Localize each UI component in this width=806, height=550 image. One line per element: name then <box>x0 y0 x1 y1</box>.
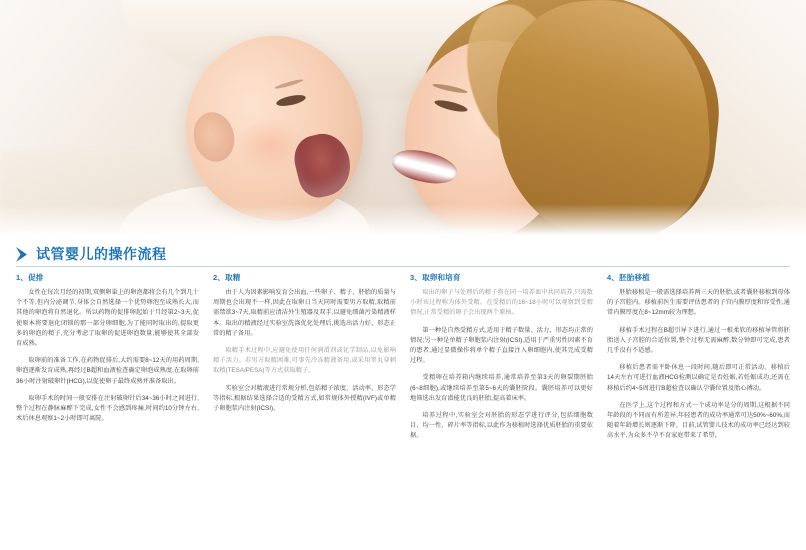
section-title-text: 试管婴儿的操作流程 <box>36 246 167 262</box>
paragraph: 实验室会对精液进行常规分析,包括精子浓度、活动率、形态学等指标,根据结果选择合适的受精方式,如常规体外授精(IVF)或单精子卵胞浆内注射(ICSI)。 <box>213 384 396 413</box>
section-heading <box>16 244 167 264</box>
paragraph: 取精手术过程中,应避免使用任何润滑剂或化学制品,以免影响精子活力。若男方取精困难,可事先冷冻精液备用,或采用睾丸穿刺取精(TESA/PESA)等方式获取精子。 <box>213 347 396 375</box>
column-promote-ovulation <box>16 272 199 449</box>
paragraph: 第一种是自然受精方式,适用于精子数量、活力、形态均正常的情况;另一种是单精子卵胞浆内注射(ICSI),适用于严重男性因素不育的患者,通过显微操作将单个精子直接注入卵细胞内,使其完成受精过程。 <box>410 326 593 365</box>
paragraph: 移植后患者需平卧休息一段时间,随后即可正常活动。移植后14天左右可进行血液HCG检测以确定是否妊娠,若妊娠成功,还需在移植后约4~5周进行B超检查以确认孕囊位置及胎心搏动。 <box>607 364 790 392</box>
column-egg-retrieval-culture <box>410 272 593 449</box>
hero-bottom-fade <box>0 204 806 238</box>
paragraph: 受精卵在培养箱内继续培养,通常培养至第3天的卵裂期胚胎(6~8细胞),或继续培养至第5~6天的囊胚阶段。囊胚培养可以更好地筛选出发育潜能优良的胚胎,提高着床率。 <box>410 374 593 402</box>
chevron-right-icon <box>16 247 29 262</box>
paragraph: 由于人为因素影响发育会出血,一些卵子、精子、胚胎的质量与周期也会出现不一样,因此在取卵日当天同时需要男方取精,取精前需禁欲3~7天,取精前应清洁外生殖器及双手,以避免细菌污染精液样本。取出的精液经过实验室洗涤优化处理后,挑选出活力好、形态正常的精子备用。 <box>213 289 396 337</box>
paragraph: 在医学上,这个过程和方式一个成功率是分的周期,这根据不同年龄段的不同而有所差异,年轻患者的成功率通常可达50%~60%,而随着年龄增长则逐渐下降。目前,试管婴儿技术的成功率已经达到较高水平,为众多不孕不育家庭带来了希望。 <box>607 401 790 440</box>
paragraph: 取出的卵子与处理后的精子将在同一培养皿中共同培养,只需数小时该过程称为体外受精。在受精后的16~18小时可以观察到受精情况,正常受精的卵子会出现两个原核。 <box>410 289 593 317</box>
title-divider <box>16 266 790 267</box>
column-heading: 4、胚胎移植 <box>607 273 650 282</box>
paragraph: 女性在每次月经的初期,双侧卵巢上的卵泡都将会有几个到几十个不等,但内分泌调节,身体会自然选择一个优势卵泡至成熟长大,而其他的卵泡将自然退化。所以药物的促排卵起始于月经第2~3天,促使原本将要退化闭锁的那一部分卵细胞,为了能同时取出的,提取更多的卵泡的精子,充分考虑了取卵的促进卵泡数量,能够使其全部发育成熟。 <box>16 289 199 348</box>
paragraph: 取卵前的准备工作,在药物促排后,大约需要8~12天的用药周期,卵泡逐渐发育成熟,再经过B超和血液检查确定卵泡成熟度,在取卵前36小时注射破卵针(HCG),以促使卵子最终成熟并准备取出。 <box>16 357 199 385</box>
column-heading: 1、促排 <box>16 273 44 282</box>
hero-photo <box>0 0 806 238</box>
content-columns <box>16 272 790 449</box>
paragraph: 移植手术过程在B超引导下进行,通过一根柔软的移植导管将胚胎送入子宫腔的合适位置,整个过程无需麻醉,数分钟即可完成,患者几乎没有不适感。 <box>607 326 790 355</box>
column-sperm-retrieval <box>213 272 396 449</box>
column-heading: 3、取卵和培育 <box>410 273 461 282</box>
paragraph: 培养过程中,实验室会对胚胎的形态学进行评分,包括细胞数目、均一性、碎片率等指标,以此作为移植时选择优质胚胎的重要依据。 <box>410 412 593 440</box>
paragraph: 取卵手术的时间一般安排在注射破卵针后34~36小时之间进行,整个过程在静脉麻醉下完成,女性不会感到疼痛,时间约10分钟左右,术后休息观察1~2小时即可离院。 <box>16 394 199 423</box>
column-embryo-transfer <box>607 272 790 449</box>
column-heading: 2、取精 <box>213 273 241 282</box>
paragraph: 胚胎移植是一般需选择培养两三天的胚胎,或者囊胚移植到母体的子宫腔内。移植前医生需要评估患者的子宫内膜厚度和容受性,通常内膜厚度在8~12mm较为理想。 <box>607 289 790 317</box>
baby-cheek <box>236 118 304 174</box>
